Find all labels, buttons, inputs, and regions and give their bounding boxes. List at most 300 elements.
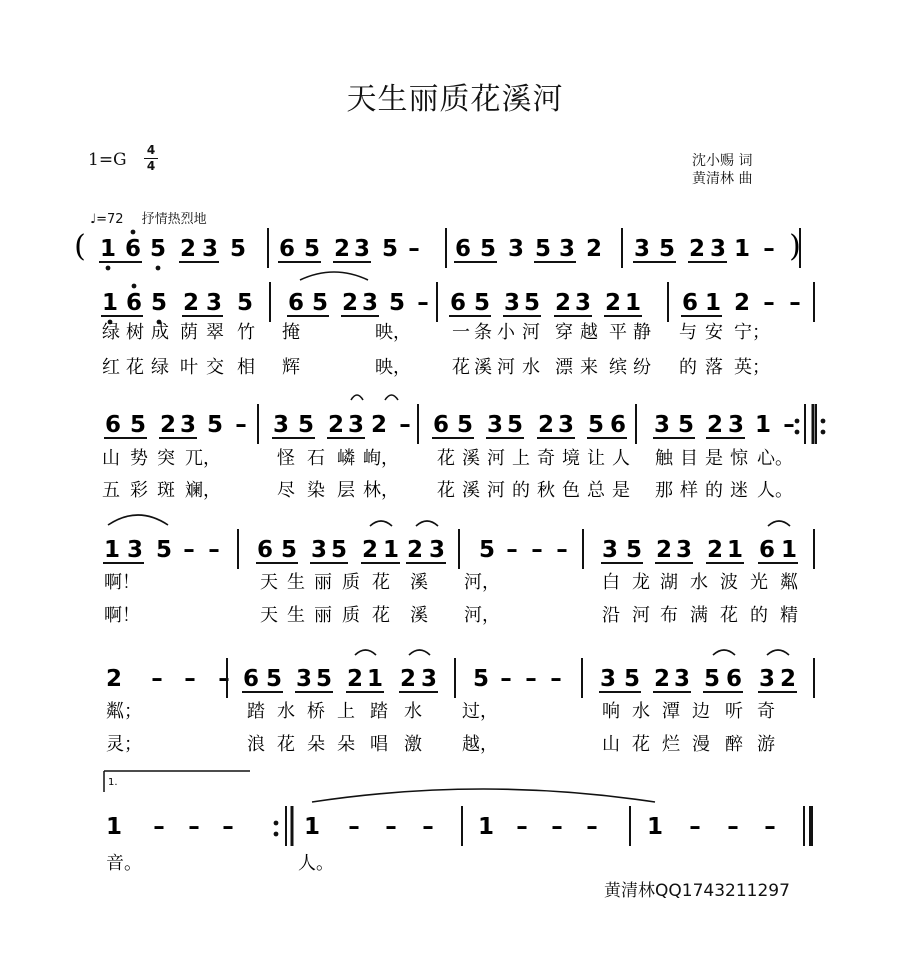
slur xyxy=(409,650,430,655)
system-5-note: – xyxy=(153,814,165,840)
system-4-note: – xyxy=(218,666,230,692)
system-2-lyric: 奇 xyxy=(537,448,555,469)
slur xyxy=(713,650,735,655)
system-1-note: 3 xyxy=(361,290,379,316)
system-4-lyric: 粼； xyxy=(106,701,142,722)
system-3-lyric: 精 xyxy=(780,605,798,626)
system-1-lyric: 与 xyxy=(679,322,697,343)
system-2-lyric: 上 xyxy=(512,448,530,469)
system-1-lyric: 竹 xyxy=(237,322,255,343)
system-4-lyric: 水 xyxy=(632,701,650,722)
system-2-note: – xyxy=(783,412,795,438)
system-2-lyric: 斓， xyxy=(185,480,221,501)
system-2-lyric: 尽 xyxy=(277,480,295,501)
system-4-note: 3 xyxy=(758,666,776,692)
system-5-note: 1 xyxy=(105,814,123,840)
system-1-note: 1 xyxy=(704,290,722,316)
system-1-lyric: 小 xyxy=(497,322,515,343)
system-4-lyric: 游 xyxy=(757,734,775,755)
system-5-note: – xyxy=(727,814,739,840)
repeat-dot xyxy=(274,821,279,826)
system-1-note: 5 xyxy=(311,290,329,316)
system-5-note: – xyxy=(689,814,701,840)
system-1-lyric: 条 xyxy=(474,322,492,343)
system-2-lyric: 是 xyxy=(612,480,630,501)
system-4-lyric: 奇 xyxy=(757,701,775,722)
slur xyxy=(300,272,368,280)
system-2-note: 2 xyxy=(370,412,388,438)
system-1-note: 5 xyxy=(473,290,491,316)
system-2-lyric: 怪 xyxy=(277,448,295,469)
system-5-note: – xyxy=(586,814,598,840)
system-3-note: – xyxy=(183,537,195,563)
system-4-note: 2 xyxy=(779,666,797,692)
system-1-note: 2 xyxy=(341,290,359,316)
intro-note: 5 xyxy=(658,236,676,262)
system-3-lyric: 河， xyxy=(464,605,500,626)
system-3-lyric: 溪 xyxy=(410,572,428,593)
system-1-lyric: 花 xyxy=(452,357,470,378)
slur xyxy=(385,395,398,400)
system-1-lyric: 映， xyxy=(375,357,411,378)
system-5-lyric: 人。 xyxy=(298,853,334,874)
system-3-lyric: 布 xyxy=(660,605,678,626)
system-2-lyric: 彩 xyxy=(130,480,148,501)
system-3-lyric: 粼 xyxy=(780,572,798,593)
system-2-lyric: 林， xyxy=(363,480,399,501)
intro-note: 5 xyxy=(534,236,552,262)
expression-mark: 抒情热烈地 xyxy=(141,212,207,227)
system-3-lyric: 河 xyxy=(632,605,650,626)
repeat-dot xyxy=(821,430,826,435)
volta-number: 1. xyxy=(108,777,118,788)
system-3-lyric: 生 xyxy=(287,572,305,593)
system-2-note: – xyxy=(235,412,247,438)
system-1-lyric: 掩 xyxy=(282,322,300,343)
system-5-note: – xyxy=(222,814,234,840)
system-3-note: 1 xyxy=(382,537,400,563)
system-1-lyric: 荫 xyxy=(180,322,198,343)
system-2-lyric: 那 xyxy=(655,480,673,501)
system-4-lyric: 山 xyxy=(602,734,620,755)
system-3-note: 5 xyxy=(330,537,348,563)
system-3-note: 3 xyxy=(428,537,446,563)
system-4-note: – xyxy=(550,666,562,692)
system-3-lyric: 波 xyxy=(720,572,738,593)
system-3-lyric: 的 xyxy=(750,605,768,626)
system-5-note: – xyxy=(551,814,563,840)
system-2-note: 3 xyxy=(347,412,365,438)
system-2-note: 5 xyxy=(206,412,224,438)
system-1-note: 1 xyxy=(624,290,642,316)
system-1-lyric: 静 xyxy=(633,322,651,343)
system-1-lyric: 成 xyxy=(151,322,169,343)
system-4-note: 3 xyxy=(295,666,313,692)
system-2-lyric: 迷 xyxy=(730,480,748,501)
intro-note: 3 xyxy=(201,236,219,262)
system-4-note: 3 xyxy=(673,666,691,692)
system-1-note: 3 xyxy=(503,290,521,316)
system-1-lyric: 交 xyxy=(206,357,224,378)
system-2-lyric: 总 xyxy=(587,480,605,501)
system-2-note: – xyxy=(399,412,411,438)
system-3-lyric: 花 xyxy=(720,605,738,626)
system-4-lyric: 唱 xyxy=(370,734,388,755)
lyricist-credit: 沈小赐 词 xyxy=(692,153,753,169)
system-3-note: – xyxy=(531,537,543,563)
system-4-note: 6 xyxy=(242,666,260,692)
system-3-lyric: 水 xyxy=(690,572,708,593)
intro-note: 3 xyxy=(709,236,727,262)
system-2-lyric: 五 xyxy=(102,480,120,501)
system-1-note: 5 xyxy=(523,290,541,316)
system-3-note: 3 xyxy=(126,537,144,563)
system-4-lyric: 响 xyxy=(602,701,620,722)
system-1-lyric: 越 xyxy=(580,322,598,343)
system-2-lyric: 目 xyxy=(680,448,698,469)
system-2-lyric: 兀， xyxy=(185,448,221,469)
intro-note: 3 xyxy=(353,236,371,262)
system-4-note: 2 xyxy=(346,666,364,692)
system-2-note: 6 xyxy=(432,412,450,438)
system-4-lyric: 花 xyxy=(632,734,650,755)
system-4-lyric: 朵 xyxy=(307,734,325,755)
system-3-note: 2 xyxy=(361,537,379,563)
system-1-lyric: 缤 xyxy=(609,357,627,378)
intro-note: – xyxy=(763,236,775,262)
system-1-lyric: 红 xyxy=(102,357,120,378)
system-3-lyric: 质 xyxy=(342,605,360,626)
system-3-lyric: 光 xyxy=(750,572,768,593)
system-1-note: 5 xyxy=(236,290,254,316)
system-1-lyric: 相 xyxy=(237,357,255,378)
system-2-lyric: 势 xyxy=(130,448,148,469)
system-1-note: 5 xyxy=(388,290,406,316)
system-4-note: – xyxy=(525,666,537,692)
system-1-lyric: 溪 xyxy=(474,357,492,378)
system-5-note: – xyxy=(348,814,360,840)
system-2-lyric: 层 xyxy=(337,480,355,501)
slur xyxy=(416,521,438,526)
system-4-lyric: 桥 xyxy=(307,701,325,722)
intro-note: 3 xyxy=(507,236,525,262)
intro-note: 5 xyxy=(479,236,497,262)
system-2-note: 5 xyxy=(297,412,315,438)
system-1-lyric: 辉 xyxy=(282,357,300,378)
system-4-lyric: 越， xyxy=(462,734,498,755)
system-2-lyric: 境 xyxy=(562,448,580,469)
system-3-note: 5 xyxy=(280,537,298,563)
system-2-lyric: 山 xyxy=(102,448,120,469)
system-4-lyric: 烂 xyxy=(662,734,680,755)
intro-note: 5 xyxy=(303,236,321,262)
system-3-lyric: 天 xyxy=(260,572,278,593)
system-5-note: – xyxy=(764,814,776,840)
system-3-note: 5 xyxy=(625,537,643,563)
system-3-lyric: 沿 xyxy=(602,605,620,626)
system-3-lyric: 花 xyxy=(372,572,390,593)
system-2-lyric: 是 xyxy=(705,448,723,469)
system-3-lyric: 龙 xyxy=(632,572,650,593)
system-3-lyric: 白 xyxy=(602,572,620,593)
system-4-note: 5 xyxy=(703,666,721,692)
system-5-lyric: 音。 xyxy=(106,853,142,874)
intro-low-octave-dot xyxy=(106,266,111,271)
system-3-note: 1 xyxy=(726,537,744,563)
system-1-lyric: 英； xyxy=(734,357,770,378)
system-2-lyric: 样 xyxy=(680,480,698,501)
system-1-lyric: 映， xyxy=(375,322,411,343)
system-3-lyric: 啊！ xyxy=(104,605,140,626)
system-1-note: 6 xyxy=(681,290,699,316)
repeat-dot xyxy=(795,419,800,424)
system-1-lyric: 河 xyxy=(522,322,540,343)
system-2-lyric: 溪 xyxy=(462,480,480,501)
song-title: 天生丽质花溪河 xyxy=(346,82,564,117)
system-3-note: 6 xyxy=(256,537,274,563)
intro-note: 2 xyxy=(585,236,603,262)
system-3-lyric: 溪 xyxy=(410,605,428,626)
system-1-note: 2 xyxy=(604,290,622,316)
system-3-lyric: 湖 xyxy=(660,572,678,593)
intro-open-paren: ( xyxy=(74,229,86,264)
system-4-note: 2 xyxy=(399,666,417,692)
system-2-lyric: 的 xyxy=(705,480,723,501)
system-4-note: 5 xyxy=(315,666,333,692)
system-4-note: 5 xyxy=(623,666,641,692)
system-3-lyric: 质 xyxy=(342,572,360,593)
system-3-note: 6 xyxy=(758,537,776,563)
system-1-note: 2 xyxy=(182,290,200,316)
system-2-lyric: 染 xyxy=(307,480,325,501)
system-4-note: 3 xyxy=(420,666,438,692)
system-1-lyric: 翠 xyxy=(206,322,224,343)
system-2-note: 3 xyxy=(486,412,504,438)
intro-note: 3 xyxy=(558,236,576,262)
system-2-note: 3 xyxy=(272,412,290,438)
system-1-lyric: 平 xyxy=(609,322,627,343)
system-2-note: 5 xyxy=(506,412,524,438)
system-1-note: 2 xyxy=(554,290,572,316)
system-5-note: 1 xyxy=(477,814,495,840)
system-2-note: 5 xyxy=(129,412,147,438)
system-1-lyric: 纷 xyxy=(633,357,651,378)
slur xyxy=(768,521,790,526)
system-5-note: – xyxy=(188,814,200,840)
system-1-lyric: 绿 xyxy=(102,322,120,343)
system-3-lyric: 河， xyxy=(464,572,500,593)
intro-close-paren: ) xyxy=(789,229,801,264)
system-3-note: 2 xyxy=(655,537,673,563)
system-1-lyric: 安 xyxy=(705,322,723,343)
system-1-lyric: 叶 xyxy=(180,357,198,378)
system-4-lyric: 踏 xyxy=(247,701,265,722)
system-3-note: 1 xyxy=(780,537,798,563)
system-3-lyric: 丽 xyxy=(314,572,332,593)
system-4-lyric: 水 xyxy=(277,701,295,722)
system-2-note: 5 xyxy=(456,412,474,438)
repeat-dot xyxy=(274,832,279,837)
system-3-note: 1 xyxy=(103,537,121,563)
intro-note: 3 xyxy=(633,236,651,262)
intro-note: 5 xyxy=(149,236,167,262)
system-1-note: 6 xyxy=(125,290,143,316)
system-2-lyric: 花 xyxy=(437,480,455,501)
system-3-lyric: 满 xyxy=(690,605,708,626)
system-3-lyric: 生 xyxy=(287,605,305,626)
system-1-note: 6 xyxy=(449,290,467,316)
system-2-lyric: 惊 xyxy=(730,448,748,469)
system-1-note: 3 xyxy=(574,290,592,316)
system-4-lyric: 朵 xyxy=(337,734,355,755)
system-4-lyric: 上 xyxy=(337,701,355,722)
time-signature-top: 4 xyxy=(146,143,156,157)
system-1-lyric: 水 xyxy=(522,357,540,378)
slur xyxy=(355,650,376,655)
system-2-note: 3 xyxy=(179,412,197,438)
slur xyxy=(351,395,363,400)
slur xyxy=(370,521,392,526)
intro-note: 5 xyxy=(381,236,399,262)
intro-note: 2 xyxy=(688,236,706,262)
system-3-note: 3 xyxy=(310,537,328,563)
system-2-note: 3 xyxy=(727,412,745,438)
system-1-lyric: 漂 xyxy=(555,357,573,378)
system-5-note: – xyxy=(422,814,434,840)
system-3-note: 2 xyxy=(406,537,424,563)
system-3-note: 3 xyxy=(675,537,693,563)
system-2-lyric: 触 xyxy=(655,448,673,469)
system-2-note: 2 xyxy=(327,412,345,438)
intro-note: 2 xyxy=(333,236,351,262)
system-3-lyric: 啊！ xyxy=(104,572,140,593)
slur xyxy=(767,650,789,655)
system-2-lyric: 峋， xyxy=(363,448,399,469)
system-4-lyric: 灵； xyxy=(106,734,142,755)
system-4-note: 1 xyxy=(366,666,384,692)
system-2-lyric: 人。 xyxy=(757,480,793,501)
system-2-lyric: 斑 xyxy=(157,480,175,501)
system-5-note: 1 xyxy=(303,814,321,840)
system-4-note: 5 xyxy=(472,666,490,692)
system-2-lyric: 石 xyxy=(307,448,325,469)
system-4-note: 2 xyxy=(653,666,671,692)
system-4-lyric: 踏 xyxy=(370,701,388,722)
repeat-dot xyxy=(795,430,800,435)
system-2-lyric: 的 xyxy=(512,480,530,501)
system-4-lyric: 过， xyxy=(462,701,498,722)
system-1-lyric: 树 xyxy=(126,322,144,343)
intro-high-octave-dot xyxy=(131,230,136,235)
intro-note: 1 xyxy=(733,236,751,262)
system-3-note: – xyxy=(506,537,518,563)
system-2-lyric: 嶙 xyxy=(337,448,355,469)
intro-note: 2 xyxy=(179,236,197,262)
system-1-note: 2 xyxy=(733,290,751,316)
system-1-note: – xyxy=(789,290,801,316)
system-4-note: 6 xyxy=(725,666,743,692)
system-2-lyric: 心。 xyxy=(757,448,793,469)
system-2-note: 6 xyxy=(104,412,122,438)
system-1-lyric: 来 xyxy=(580,357,598,378)
system-1-note: 6 xyxy=(287,290,305,316)
intro-low-octave-dot xyxy=(156,266,161,271)
system-2-note: 5 xyxy=(677,412,695,438)
system-4-note: – xyxy=(184,666,196,692)
intro-note: 6 xyxy=(454,236,472,262)
time-signature-bottom: 4 xyxy=(146,159,156,173)
system-1-lyric: 花 xyxy=(126,357,144,378)
system-5-note: 1 xyxy=(646,814,664,840)
system-3-note: – xyxy=(208,537,220,563)
system-3-note: 2 xyxy=(706,537,724,563)
slur xyxy=(108,515,168,525)
system-4-lyric: 边 xyxy=(692,701,710,722)
system-2-note: 3 xyxy=(653,412,671,438)
system-3-lyric: 丽 xyxy=(314,605,332,626)
system-2-lyric: 河 xyxy=(487,480,505,501)
system-1-lyric: 绿 xyxy=(151,357,169,378)
system-4-lyric: 花 xyxy=(277,734,295,755)
repeat-dot xyxy=(821,419,826,424)
intro-note: – xyxy=(408,236,420,262)
system-2-lyric: 让 xyxy=(587,448,605,469)
system-2-lyric: 溪 xyxy=(462,448,480,469)
system-1-lyric: 的 xyxy=(679,357,697,378)
system-2-lyric: 人 xyxy=(612,448,630,469)
system-2-note: 5 xyxy=(587,412,605,438)
system-4-lyric: 醉 xyxy=(725,734,743,755)
system-1-lyric: 落 xyxy=(705,357,723,378)
tempo-mark: ♩=72 xyxy=(90,212,124,227)
system-3-note: – xyxy=(556,537,568,563)
system-2-note: 1 xyxy=(754,412,772,438)
system-2-lyric: 花 xyxy=(437,448,455,469)
system-1-high-octave-dot xyxy=(132,284,137,289)
system-1-lyric: 一 xyxy=(452,322,470,343)
system-2-note: 2 xyxy=(537,412,555,438)
intro-note: 6 xyxy=(278,236,296,262)
arranger-signature: 黄清林QQ1743211297 xyxy=(604,881,790,901)
system-1-note: – xyxy=(417,290,429,316)
system-2-lyric: 秋 xyxy=(537,480,555,501)
system-4-note: 3 xyxy=(599,666,617,692)
system-5-note: – xyxy=(385,814,397,840)
system-5-note: – xyxy=(516,814,528,840)
system-4-lyric: 听 xyxy=(725,701,743,722)
system-4-note: – xyxy=(151,666,163,692)
system-1-lyric: 河 xyxy=(497,357,515,378)
composer-credit: 黄清林 曲 xyxy=(692,171,753,187)
system-2-note: 3 xyxy=(557,412,575,438)
system-2-note: 6 xyxy=(609,412,627,438)
system-4-lyric: 激 xyxy=(404,734,422,755)
system-2-lyric: 河 xyxy=(487,448,505,469)
system-3-note: 5 xyxy=(478,537,496,563)
system-4-lyric: 水 xyxy=(404,701,422,722)
system-3-note: 5 xyxy=(155,537,173,563)
system-1-note: 5 xyxy=(150,290,168,316)
system-4-note: – xyxy=(500,666,512,692)
system-2-note: 2 xyxy=(159,412,177,438)
system-4-note: 5 xyxy=(265,666,283,692)
key-signature: 1=G xyxy=(88,150,127,170)
intro-note: 1 xyxy=(99,236,117,262)
system-4-lyric: 漫 xyxy=(692,734,710,755)
intro-note: 5 xyxy=(229,236,247,262)
system-4-note: 2 xyxy=(105,666,123,692)
system-1-note: – xyxy=(763,290,775,316)
